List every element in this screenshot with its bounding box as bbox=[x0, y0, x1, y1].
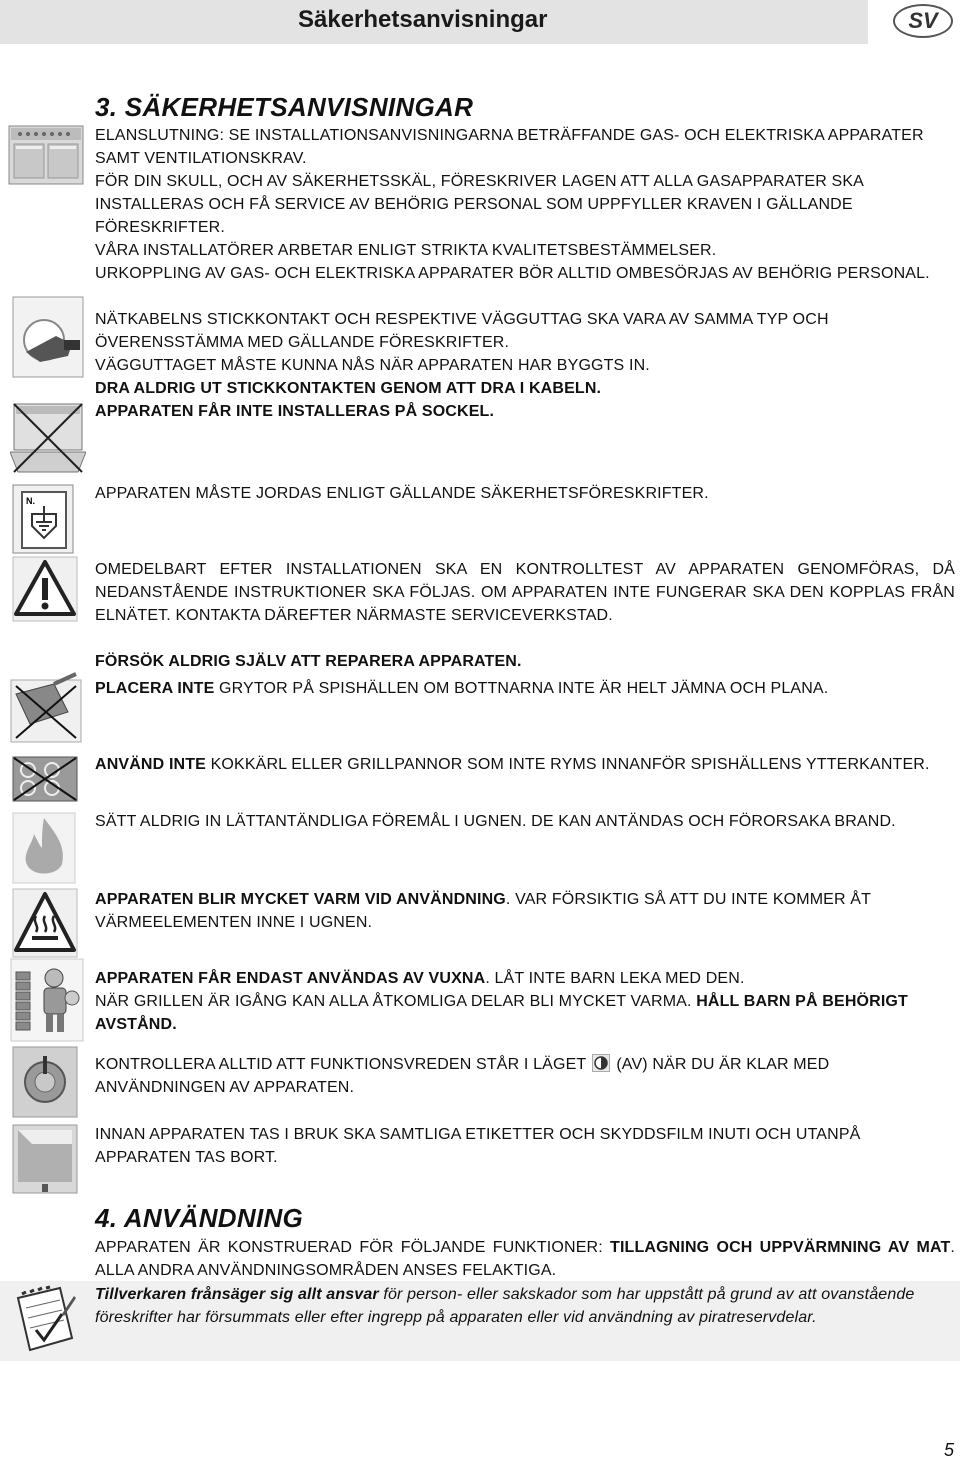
paragraph-law-installation: FÖR DIN SKULL, OCH AV SÄKERHETSSKÄL, FÖRESKRIVER LAGEN ATT ALLA GASAPPARATER SKA INSTALLERAS OCH FÅ SERVICE AV BEHÖRIG PERSONAL SOM UPPFYLLER KRAVEN I GÄLLANDE FÖRESKRIFTER. bbox=[95, 173, 864, 236]
paragraph-intended-use: APPARATEN ÄR KONSTRUERAD FÖR FÖLJANDE FUNKTIONER: TILLAGNING OCH UPPVÄRMNING AV MAT. ALLA ANDRA ANVÄNDNINGSOMRÅDEN ANSES FELAKTIGA. bbox=[95, 1239, 955, 1279]
protective-film-icon bbox=[12, 1124, 78, 1194]
paragraph-do-not-pull-cable: DRA ALDRIG UT STICKKONTAKTEN GENOM ATT DRA I KABELN. bbox=[95, 380, 602, 397]
paragraph-no-self-repair: FÖRSÖK ALDRIG SJÄLV ATT REPARERA APPARATEN. bbox=[95, 653, 522, 670]
paragraph-socket-access: VÄGGUTTAGET MÅSTE KUNNA NÅS NÄR APPARATEN HAR BYGGTS IN. bbox=[95, 357, 650, 374]
paragraph-grounding: APPARATEN MÅSTE JORDAS ENLIGT GÄLLANDE SÄKERHETSFÖRESKRIFTER. bbox=[95, 485, 709, 502]
paragraph-installers-quality: VÅRA INSTALLATÖRER ARBETAR ENLIGT STRIKTA KVALITETSBESTÄMMELSER. bbox=[95, 242, 717, 259]
paragraph-grill-hot: NÄR GRILLEN ÄR IGÅNG KAN ALLA ÅTKOMLIGA DELAR BLI MYCKET VARMA. HÅLL BARN PÅ BEHÖRIGT AVSTÅND. bbox=[95, 993, 908, 1033]
wall-socket-icon bbox=[12, 296, 84, 378]
off-position-icon bbox=[592, 1054, 610, 1072]
children-icon bbox=[10, 958, 84, 1042]
flame-icon bbox=[12, 812, 76, 884]
page-title: Säkerhetsanvisningar bbox=[298, 6, 548, 33]
paragraph-control-test: OMEDELBART EFTER INSTALLATIONEN SKA EN KONTROLLTEST AV APPARATEN GENOMFÖRAS, DÅ NEDANSTÅENDE INSTRUKTIONER SKA FÖLJAS. OM APPARATEN INTE FUNGERAR SKA DEN KOPPLAS FRÅN ELNÄTET. KONTAKTA DÄREFTER NÄRMASTE SERVICEVERKSTAD. bbox=[95, 561, 955, 624]
paragraph-pot-size: ANVÄND INTE KOKKÄRL ELLER GRILLPANNOR SOM INTE RYMS INNANFÖR SPISHÄLLENS YTTERKANTER. bbox=[95, 756, 930, 773]
paragraph-remove-labels: INNAN APPARATEN TAS I BRUK SKA SAMTLIGA ETIKETTER OCH SKYDDSFILM INUTI OCH UTANPÅ APPARATEN TAS BORT. bbox=[95, 1126, 861, 1166]
uneven-pan-icon bbox=[10, 672, 82, 744]
cooker-icon bbox=[8, 124, 84, 186]
paragraph-knob-off: KONTROLLERA ALLTID ATT FUNKTIONSVREDEN STÅR I LÄGET (AV) NÄR DU ÄR KLAR MED ANVÄNDNINGEN AV APPARATEN. bbox=[95, 1056, 830, 1096]
paragraph-no-pedestal: APPARATEN FÅR INTE INSTALLERAS PÅ SOCKEL. bbox=[95, 403, 495, 420]
paragraph-electrical-connection: ELANSLUTNING: SE INSTALLATIONSANVISNINGARNA BETRÄFFANDE GAS- OCH ELEKTRISKA APPARATER SAMT VENTILATIONSKRAV. bbox=[95, 127, 924, 167]
hob-icon bbox=[12, 756, 78, 802]
hot-surface-icon bbox=[12, 888, 78, 958]
notepad-icon bbox=[10, 1284, 78, 1354]
grounding-icon bbox=[12, 484, 74, 554]
paragraph-flammable-objects: SÄTT ALDRIG IN LÄTTANTÄNDLIGA FÖREMÅL I UGNEN. DE KAN ANTÄNDAS OCH FÖRORSAKA BRAND. bbox=[95, 813, 896, 830]
page-number: 5 bbox=[943, 1440, 954, 1460]
language-badge: SV bbox=[893, 4, 953, 38]
paragraph-liability-disclaimer: Tillverkaren frånsäger sig allt ansvar för person- eller sakskador som har uppstått på grund av att ovanstående föreskrifter har försummats eller efter ingrepp på apparaten eller vid användning av piratreservdelar. bbox=[95, 1286, 915, 1326]
ground-label: N. bbox=[26, 496, 35, 506]
section-heading: 3. SÄKERHETSANVISNINGAR bbox=[95, 92, 474, 122]
no-pedestal-icon bbox=[10, 402, 86, 474]
section-heading: 4. ANVÄNDNING bbox=[95, 1203, 304, 1233]
paragraph-plug-socket: NÄTKABELNS STICKKONTAKT OCH RESPEKTIVE VÄGGUTTAG SKA VARA AV SAMMA TYP OCH ÖVERENSSTÄMMA MED GÄLLANDE FÖRESKRIFTER. bbox=[95, 311, 829, 351]
paragraph-hot-appliance: APPARATEN BLIR MYCKET VARM VID ANVÄNDNING. VAR FÖRSIKTIG SÅ ATT DU INTE KOMMER ÅT VÄRMEELEMENTEN INNE I UGNEN. bbox=[95, 891, 871, 931]
paragraph-flat-pots: PLACERA INTE GRYTOR PÅ SPISHÄLLEN OM BOTTNARNA INTE ÄR HELT JÄMNA OCH PLANA. bbox=[95, 680, 829, 697]
paragraph-disconnection: URKOPPLING AV GAS- OCH ELEKTRISKA APPARATER BÖR ALLTID OMBESÖRJAS AV BEHÖRIG PERSONAL. bbox=[95, 265, 930, 282]
knob-icon bbox=[12, 1046, 78, 1118]
warning-icon bbox=[12, 556, 78, 622]
paragraph-adults-only: APPARATEN FÅR ENDAST ANVÄNDAS AV VUXNA. LÅT INTE BARN LEKA MED DEN. bbox=[95, 970, 745, 987]
